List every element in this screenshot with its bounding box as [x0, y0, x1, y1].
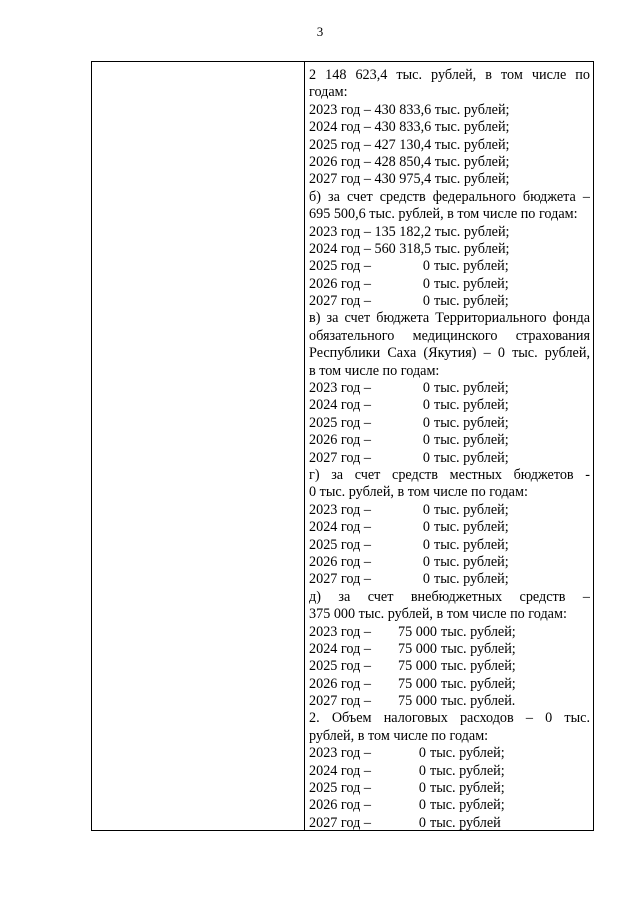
paragraph-line: 695 500,6 тыс. рублей, в том числе по годам: — [309, 206, 578, 223]
row-year: 2026 год – — [309, 797, 371, 814]
paragraph-line: в том числе по годам: — [309, 362, 440, 379]
row-amount: 0 — [422, 380, 430, 397]
paragraph-line: г) за счет средств местных бюджетов - — [309, 466, 590, 483]
row-amount: 0 — [418, 797, 426, 814]
year-amount-row: 2023 год – 430 833,6 тыс. рублей; — [309, 101, 510, 118]
row-amount: 0 — [422, 275, 430, 292]
row-year: 2023 год – — [309, 623, 371, 640]
document-table — [91, 61, 594, 831]
year-amount-row — [309, 658, 590, 675]
row-amount: 0 — [422, 293, 430, 310]
row-unit: тыс. рублей; — [434, 432, 509, 449]
year-amount-row — [309, 797, 590, 814]
paragraph-line: д) за счет внебюджетных средств – — [309, 588, 590, 605]
row-year: 2025 год – — [309, 414, 371, 431]
row-unit: тыс. рублей; — [434, 258, 509, 275]
row-unit: тыс. рублей; — [430, 797, 505, 814]
page-number: 3 — [316, 24, 324, 39]
row-amount: 75 000 — [398, 623, 438, 640]
row-year: 2025 год – — [309, 658, 371, 675]
year-amount-row — [309, 641, 590, 658]
year-amount-row: 2025 год – 427 130,4 тыс. рублей; — [309, 136, 510, 153]
row-unit: тыс. рублей — [430, 814, 501, 831]
year-amount-row — [309, 397, 590, 414]
row-year: 2025 год – — [309, 536, 371, 553]
paragraph-line: 375 000 тыс. рублей, в том числе по годам: — [309, 606, 567, 623]
row-amount: 0 — [418, 745, 426, 762]
row-year: 2027 год – — [309, 814, 371, 831]
year-amount-row — [309, 519, 590, 536]
row-year: 2027 год – — [309, 449, 371, 466]
row-amount: 0 — [422, 553, 430, 570]
row-unit: тыс. рублей; — [430, 762, 505, 779]
row-year: 2026 год – — [309, 432, 371, 449]
row-unit: тыс. рублей; — [434, 553, 509, 570]
row-year: 2025 год – — [309, 780, 371, 797]
paragraph-line: Республики Саха (Якутия) – 0 тыс. рублей, — [309, 345, 590, 362]
row-year: 2024 год – — [309, 397, 371, 414]
year-amount-row: 2027 год – 430 975,4 тыс. рублей; — [309, 171, 510, 188]
row-unit: тыс. рублей; — [441, 640, 516, 657]
row-amount: 0 — [418, 780, 426, 797]
paragraph-line: в) за счет бюджета Территориального фонда — [309, 310, 590, 327]
row-unit: тыс. рублей; — [434, 414, 509, 431]
row-unit: тыс. рублей; — [434, 293, 509, 310]
row-amount: 0 — [422, 258, 430, 275]
year-amount-row — [309, 380, 590, 397]
paragraph-line: обязательного медицинского страхования — [309, 327, 590, 344]
row-unit: тыс. рублей; — [434, 275, 509, 292]
year-amount-row — [309, 763, 590, 780]
row-amount: 0 — [422, 414, 430, 431]
row-year: 2024 год – — [309, 762, 371, 779]
row-unit: тыс. рублей; — [434, 449, 509, 466]
row-unit: тыс. рублей; — [441, 658, 516, 675]
row-amount: 75 000 — [398, 640, 438, 657]
row-year: 2026 год – — [309, 553, 371, 570]
row-amount: 0 — [422, 501, 430, 518]
row-year: 2023 год – — [309, 380, 371, 397]
row-unit: тыс. рублей; — [434, 536, 509, 553]
year-amount-row — [309, 293, 590, 310]
row-year: 2023 год – — [309, 745, 371, 762]
year-amount-row — [309, 815, 590, 832]
row-amount: 0 — [422, 571, 430, 588]
row-amount: 75 000 — [398, 658, 438, 675]
row-year: 2027 год – — [309, 693, 371, 710]
year-amount-row — [309, 745, 590, 762]
year-amount-row — [309, 502, 590, 519]
row-amount: 0 — [422, 432, 430, 449]
paragraph-line: б) за счет средств федерального бюджета – — [309, 188, 590, 205]
row-year: 2024 год – — [309, 640, 371, 657]
row-year: 2027 год – — [309, 571, 371, 588]
year-amount-row: 2026 год – 428 850,4 тыс. рублей; — [309, 153, 510, 170]
year-amount-row — [309, 276, 590, 293]
row-amount: 0 — [422, 397, 430, 414]
table-left-cell — [92, 62, 305, 830]
row-unit: тыс. рублей; — [430, 780, 505, 797]
row-unit: тыс. рублей; — [434, 397, 509, 414]
year-amount-row — [309, 571, 590, 588]
paragraph-line: 2 148 623,4 тыс. рублей, в том числе по — [309, 67, 590, 83]
paragraph-line: рублей, в том числе по годам: — [309, 727, 489, 744]
row-unit: тыс. рублей; — [430, 745, 505, 762]
row-amount: 0 — [422, 519, 430, 536]
year-amount-row — [309, 693, 590, 710]
row-year: 2025 год – — [309, 258, 371, 275]
paragraph-line: 2. Объем налоговых расходов – 0 тыс. — [309, 710, 590, 727]
year-amount-row — [309, 537, 590, 554]
year-amount-row — [309, 258, 590, 275]
row-amount: 0 — [418, 814, 426, 831]
year-amount-row — [309, 780, 590, 797]
year-amount-row — [309, 624, 590, 641]
year-amount-row: 2023 год – 135 182,2 тыс. рублей; — [309, 223, 510, 240]
row-amount: 0 — [422, 536, 430, 553]
row-unit: тыс. рублей; — [434, 380, 509, 397]
row-amount: 0 — [418, 762, 426, 779]
paragraph-line: 0 тыс. рублей, в том числе по годам: — [309, 484, 528, 501]
row-year: 2027 год – — [309, 293, 371, 310]
row-year: 2023 год – — [309, 501, 371, 518]
row-year: 2026 год – — [309, 675, 371, 692]
row-unit: тыс. рублей; — [434, 571, 509, 588]
row-unit: тыс. рублей. — [441, 693, 516, 710]
row-unit: тыс. рублей; — [434, 501, 509, 518]
row-year: 2026 год – — [309, 275, 371, 292]
year-amount-row — [309, 415, 590, 432]
year-amount-row: 2024 год – 430 833,6 тыс. рублей; — [309, 119, 510, 136]
row-amount: 75 000 — [398, 675, 438, 692]
year-amount-row — [309, 432, 590, 449]
row-year: 2024 год – — [309, 519, 371, 536]
year-amount-row — [309, 676, 590, 693]
row-amount: 0 — [422, 449, 430, 466]
year-amount-row — [309, 450, 590, 467]
row-unit: тыс. рублей; — [441, 675, 516, 692]
year-amount-row — [309, 554, 590, 571]
row-unit: тыс. рублей; — [434, 519, 509, 536]
row-unit: тыс. рублей; — [441, 623, 516, 640]
row-amount: 75 000 — [398, 693, 438, 710]
year-amount-row: 2024 год – 560 318,5 тыс. рублей; — [309, 240, 510, 257]
paragraph-line: годам: — [309, 84, 348, 101]
table-right-cell — [305, 62, 593, 830]
